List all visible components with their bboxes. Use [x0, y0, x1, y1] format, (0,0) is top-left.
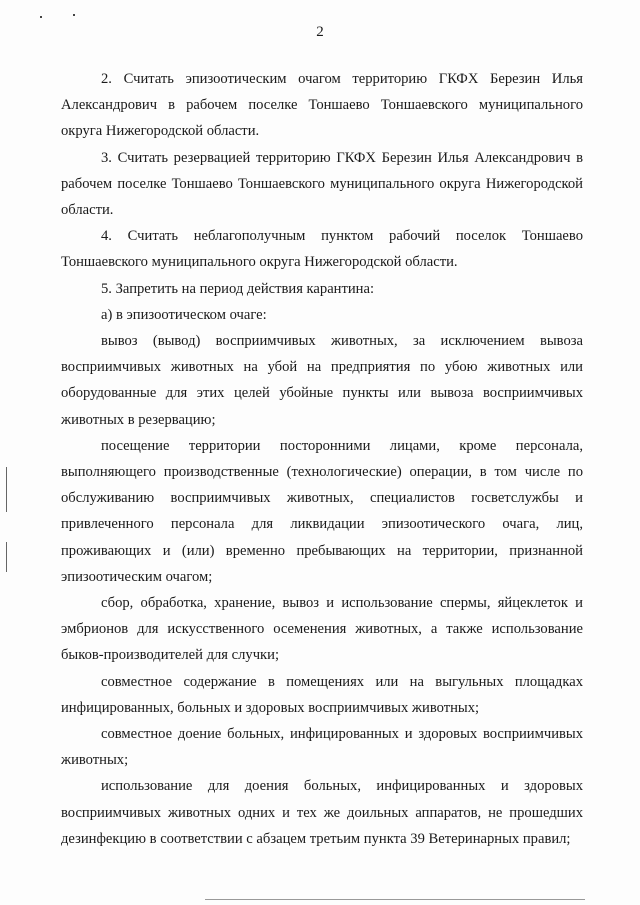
paragraph-export-ban: вывоз (вывод) восприимчивых животных, за исключением вывоза восприимчивых животных на убой на предприятия по убою животных или оборудованные для этих целей убойные пункты или вывоза восприимчивых животных в резервацию; — [61, 333, 583, 428]
scan-bottom-line — [205, 899, 585, 900]
paragraph-visit-ban: посещение территории посторонними лицами, кроме персонала, выполняющего производственные (технологические) операции, в том числе по обслуживанию восприимчивых животных, специалистов госветслужбы и привлеченного персонала для ликвидации эпизоотического очага, лиц, проживающих и (или) временно пребывающих на территории, признанной эпизоотическим очагом; — [61, 437, 583, 585]
paragraph-joint-milking-ban: совместное доение больных, инфицированных и здоровых восприимчивых животных; — [61, 726, 583, 769]
paragraph-subitem-a: а) в эпизоотическом очаге: — [101, 306, 267, 323]
scan-speck — [73, 14, 75, 16]
scan-speck — [40, 16, 42, 18]
scan-edge-line — [6, 467, 7, 512]
paragraph-item-5: 5. Запретить на период действия карантина: — [101, 280, 375, 297]
paragraph-semen-ban: сбор, обработка, хранение, вывоз и использование спермы, яйцеклеток и эмбрионов для искусственного осеменения животных, а также использование быков-производителей для случки; — [61, 595, 583, 664]
paragraph-milking-equipment-ban: использование для доения больных, инфицированных и здоровых восприимчивых животных одних и тех же доильных аппаратов, не прошедших дезинфекцию в соответствии с абзацем третьим пункта 39 Ветеринарных правил; — [61, 778, 583, 847]
paragraph-item-4: 4. Считать неблагополучным пунктом рабочий поселок Тоншаево Тоншаевского муниципального округа Нижегородской области. — [61, 228, 583, 271]
paragraph-item-3: 3. Считать резервацией территорию ГКФХ Березин Илья Александрович в рабочем поселке Тоншаево Тоншаевского муниципального округа Нижегородской области. — [61, 149, 583, 219]
scan-edge-line — [6, 542, 7, 572]
paragraph-item-2: 2. Считать эпизоотическим очагом территорию ГКФХ Березин Илья Александрович в рабочем поселке Тоншаево Тоншаевского муниципального округа Нижегородской области. — [61, 71, 583, 140]
document-body — [61, 66, 583, 852]
paragraph-joint-keeping-ban: совместное содержание в помещениях или на выгульных площадках инфицированных, больных и здоровых восприимчивых животных; — [61, 673, 583, 716]
page-number: 2 — [316, 24, 324, 40]
